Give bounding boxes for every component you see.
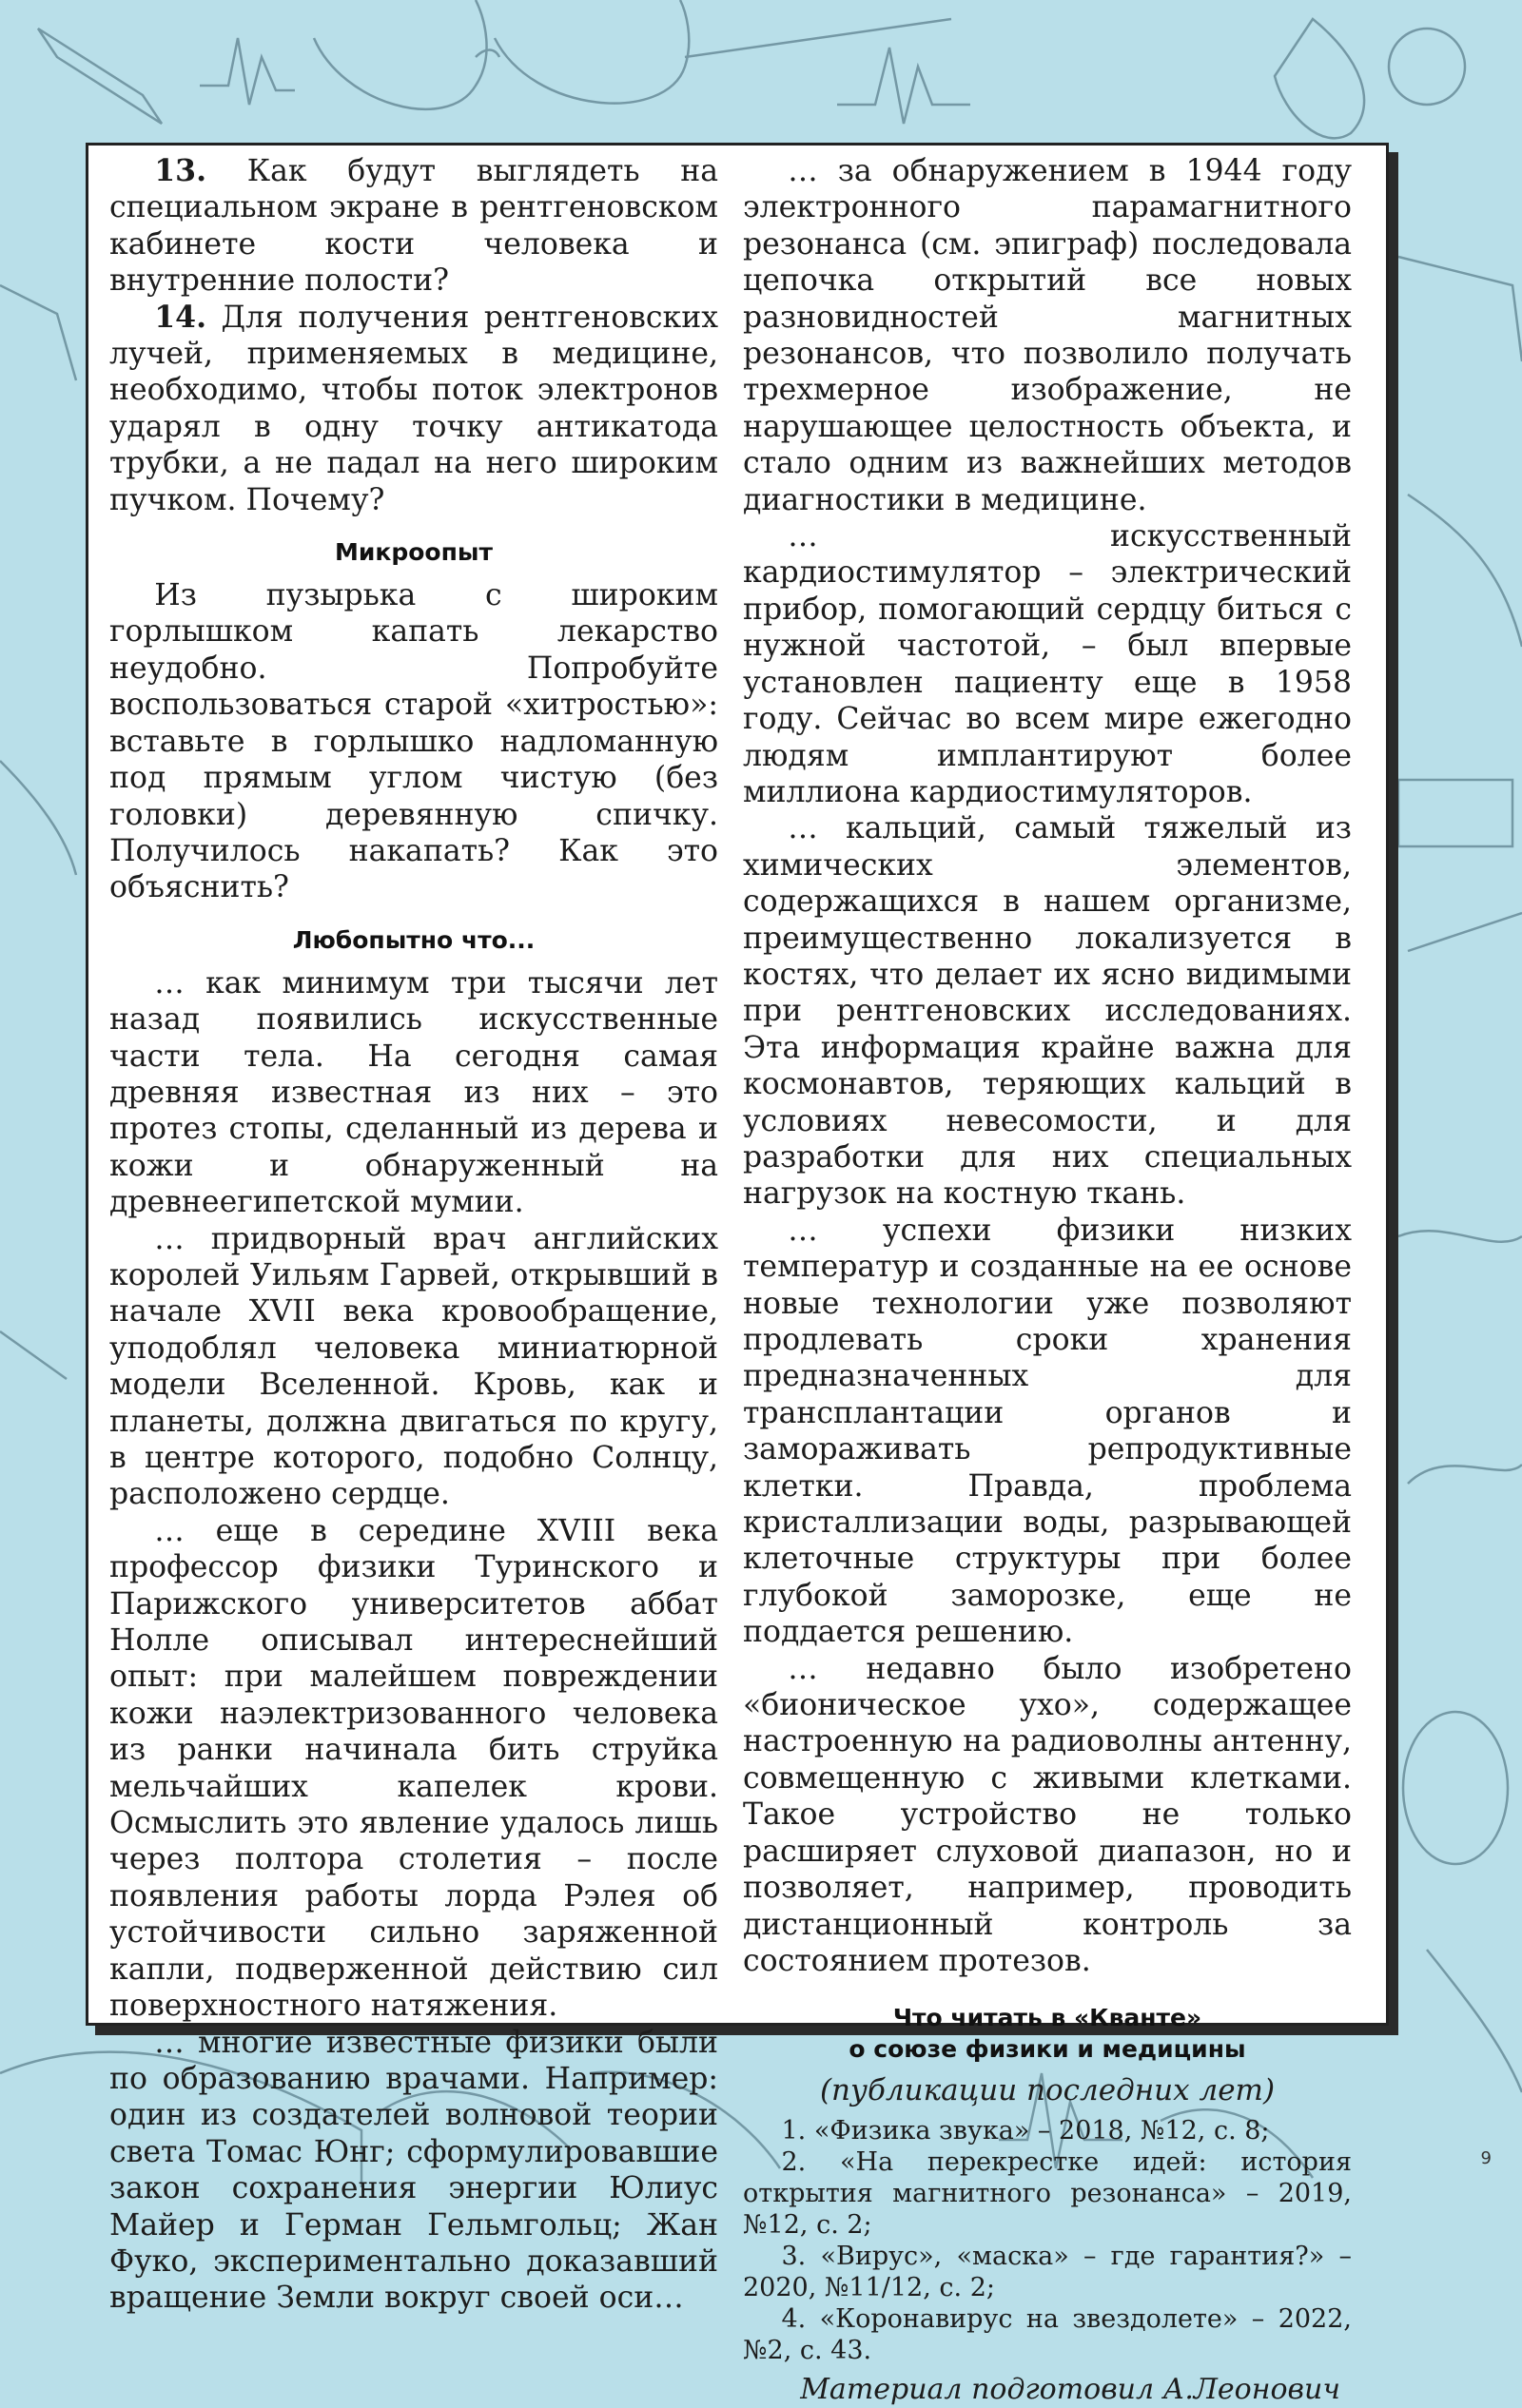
question-text: Для получения рентгеновских лучей, применяемых в медицине, необходимо, чтобы поток электронов ударял в одну точку антикатода трубки, а не падал на него широким пучком. Почему? xyxy=(109,300,718,517)
right-column xyxy=(743,153,1352,2408)
curious-paragraph: … как минимум три тысячи лет назад появились искусственные части тела. На сегодня самая древняя известная из них – это протез стопы, сделанный из дерева и кожи и обнаруженный на древнеегипетской мумии. xyxy=(109,965,718,1220)
question-text: Как будут выглядеть на специальном экране в рентгеновском кабинете кости человека и внутренние полости? xyxy=(109,154,718,299)
reading-title-line-1: Что читать в «Кванте» xyxy=(892,2004,1202,2032)
question-number: 14. xyxy=(154,299,207,335)
question-13 xyxy=(109,153,718,300)
content-panel xyxy=(86,143,1389,2406)
curious-paragraph: … успехи физики низких температур и созданные на ее основе новые технологии уже позволяют продлевать сроки хранения предназначенных для трансплантации органов и замораживать репродуктивные клетки. Правда, проблема кристаллизации воды, разрывающей клеточные структуры при более глубокой заморозке, еще не поддается решению. xyxy=(743,1213,1352,1650)
curious-paragraph: … еще в середине XVIII века профессор физики Туринского и Парижского университетов аббат Нолле описывал интереснейший опыт: при малейшем повреждении кожи наэлектризованного человека из ранки начинала бить струйка мельчайших капелек крови. Осмыслить это явление удалось лишь через полтора столетия – после появления работы лорда Рэлея об устойчивости сильно заряженной капли, подверженной действию сил поверхностного натяжения. xyxy=(109,1513,718,2024)
reference-item: 1. «Физика звука» – 2018, №12, с. 8; xyxy=(781,2115,1270,2146)
question-14 xyxy=(109,300,718,518)
reading-list-heading xyxy=(743,2002,1352,2065)
curious-paragraph: … придворный врач английских королей Уильям Гарвей, открывший в начале XVII века кровообращение, уподоблял человека миниатюрной модели Вселенной. Кровь, как и планеты, должна двигаться по кругу, в центре которого, подобно Солнцу, расположено сердце. xyxy=(109,1221,718,1512)
reading-title-line-2: о союзе физики и медицины xyxy=(849,2035,1246,2064)
page-number: 9 xyxy=(1480,2148,1492,2168)
curious-paragraph: … недавно было изобретено «бионическое ухо», содержащее настроенную на радиоволны антенну, совмещенную с живыми клетками. Такое устройство не только расширяет слуховой диапазон, но и позволяет, например, проводить дистанционный контроль за состоянием протезов. xyxy=(743,1651,1352,1978)
reading-subtitle: (публикации последних лет) xyxy=(819,2073,1276,2108)
reference-item: 3. «Вирус», «маска» – где гарантия?» – 2020, №11/12, с. 2; xyxy=(743,2241,1352,2302)
microexperiment-text: Из пузырька с широким горлышком капать лекарство неудобно. Попробуйте воспользоваться старой «хитростью»: вставьте в горлышко надломанную под прямым углом чистую (без головки) деревянную спичку. Получилось накапать? Как это объяснить? xyxy=(109,578,718,905)
curious-paragraph: … за обнаружением в 1944 году электронного парамагнитного резонанса (см. эпиграф) последовала цепочка открытий все новых разновидностей магнитных резонансов, что позволило получать трехмерное изображение, не нарушающее целостность объекта, и стало одним из важнейших методов диагностики в медицине. xyxy=(743,154,1352,517)
author-credit: Материал подготовил А.Леонович xyxy=(800,2372,1340,2406)
question-number: 13. xyxy=(154,153,207,188)
left-column xyxy=(109,153,718,2317)
curious-paragraph: … многие известные физики были по образованию врачами. Например: один из создателей волновой теории света Томас Юнг; сформулировавшие закон сохранения энергии Юлиус Майер и Герман Гельмгольц; Жан Фуко, экспериментально доказавший вращение Земли вокруг своей оси… xyxy=(109,2025,718,2316)
section-heading-curious: Любопытно что... xyxy=(292,925,536,954)
reference-item: 4. «Коронавирус на звездолете» – 2022, №2, с. 43. xyxy=(743,2303,1352,2365)
curious-paragraph: … кальций, самый тяжелый из химических элементов, содержащихся в нашем организме, преимущественно локализуется в костях, что делает их ясно видимыми при рентгеновских исследованиях. Эта информация крайне важна для космонавтов, теряющих кальций в условиях невесомости, и для разработки для них специальных нагрузок на костную ткань. xyxy=(743,811,1352,1212)
reference-item: 2. «На перекрестке идей: история открытия магнитного резонанса» – 2019, №12, с. 2; xyxy=(743,2146,1352,2240)
curious-paragraph: … искусственный кардиостимулятор – электрический прибор, помогающий сердцу биться с нужной частотой, – был впервые установлен пациенту еще в 1958 году. Сейчас во всем мире ежегодно людям имплантируют более миллиона кардиостимуляторов. xyxy=(743,519,1352,809)
section-heading-microexperiment: Микроопыт xyxy=(335,538,493,567)
